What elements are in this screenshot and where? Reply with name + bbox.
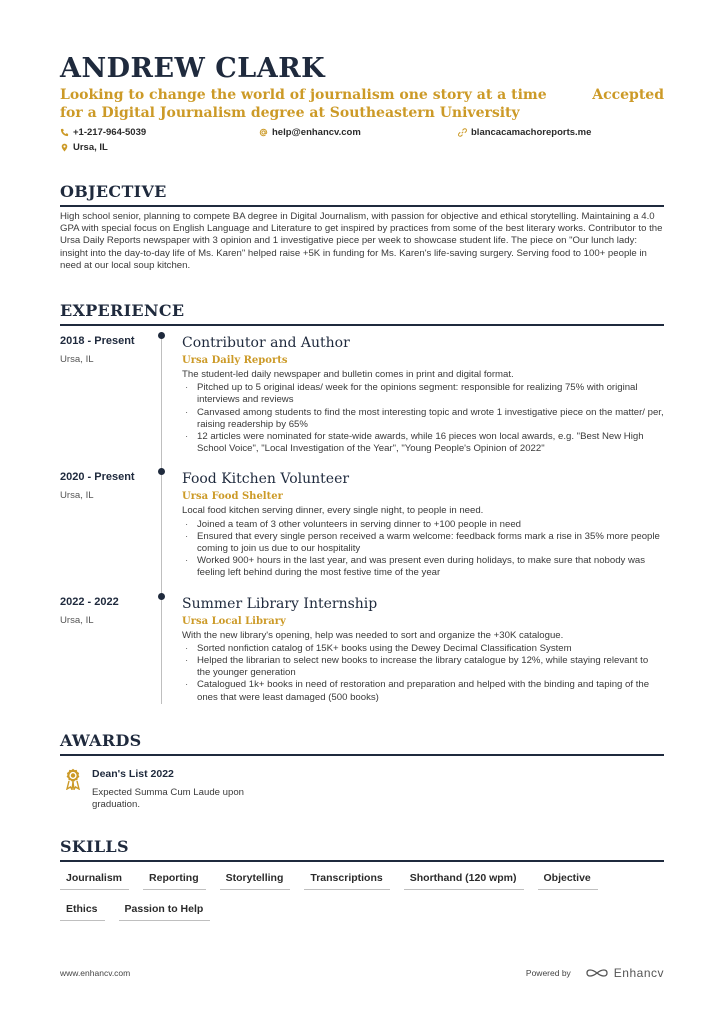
brand-name: Enhancv	[613, 966, 664, 980]
skills-section	[60, 837, 664, 930]
objective-title: OBJECTIVE	[60, 182, 167, 201]
contact-phone[interactable]	[60, 126, 259, 139]
experience-item	[60, 468, 664, 592]
experience-location: Ursa, IL	[60, 614, 94, 626]
experience-bullets	[182, 519, 664, 580]
experience-bullet: · Ensured that every single person received a warm welcome: feedback forms mark a rise in 35% more people coming to join us due to our hospitality	[182, 531, 664, 555]
tagline	[60, 86, 664, 122]
experience-title: EXPERIENCE	[60, 301, 185, 321]
contact-location	[60, 141, 108, 154]
awards-title: AWARDS	[60, 730, 142, 750]
skill-tag: Ethics	[60, 899, 105, 921]
experience-bullet: · Canvased among students to find the most interesting topic and wrote 1 investigative piece on the matter/ per, raising readership by 65%	[182, 407, 664, 431]
powered-by[interactable]	[526, 966, 664, 980]
candidate-name: ANDREW CLARK	[60, 53, 326, 84]
experience-role: Food Kitchen Volunteer	[182, 471, 350, 488]
experience-bullet: · 12 articles were nominated for state-wide awards, while 16 pieces won local awards, e.g. "Best New High School Voice", "Local Investigation of the Year", "Young People's Opinion of 2022"	[182, 431, 664, 455]
objective-section	[60, 182, 664, 272]
experience-bullet: · Sorted nonfiction catalog of 15K+ books using the Dewey Decimal Classification System	[182, 643, 664, 655]
experience-company: Ursa Local Library	[182, 615, 286, 627]
timeline-line	[161, 332, 162, 468]
experience-description: Local food kitchen serving dinner, every single night, to people in need.	[182, 505, 484, 517]
contact-row-2	[60, 141, 664, 154]
timeline-line	[161, 593, 162, 704]
experience-date: 2018 - Present	[60, 335, 135, 348]
location-text: Ursa, IL	[73, 142, 108, 153]
skill-tag: Objective	[538, 868, 598, 890]
experience-date: 2020 - Present	[60, 471, 135, 484]
experience-description: With the new library's opening, help was needed to sort and organize the +30K catalogue.	[182, 629, 564, 641]
tagline-line2: for a Digital Journalism degree at Southeastern University	[60, 105, 520, 121]
resume-page	[60, 52, 664, 930]
experience-bullet: · Pitched up to 5 original ideas/ week for the opinions segment: responsible for realizing 75% with original interviews and reviews	[182, 382, 664, 406]
footer-url[interactable]: www.enhancv.com	[60, 968, 131, 978]
timeline-line	[161, 468, 162, 592]
phone-icon	[60, 128, 69, 137]
experience-item	[60, 593, 664, 704]
section-divider	[60, 754, 664, 756]
skill-tag: Shorthand (120 wpm)	[404, 868, 524, 890]
experience-bullet: · Helped the librarian to select new books to increase the library catalogue by 12%, while staying relevant to the younger generation	[182, 655, 664, 679]
tagline-accepted: Accepted	[592, 87, 664, 103]
contact-email[interactable]	[259, 126, 458, 139]
experience-item	[60, 332, 664, 468]
location-pin-icon	[60, 143, 69, 152]
link-icon	[458, 128, 467, 137]
experience-bullet: · Worked 900+ hours in the last year, and was present even during holidays, to make sure that nobody was feeling left behind during the most festive time of the year	[182, 555, 664, 579]
enhancv-logo-icon	[585, 967, 609, 979]
timeline-dot	[158, 332, 165, 339]
awards-section	[60, 731, 664, 811]
experience-date: 2022 - 2022	[60, 595, 119, 608]
experience-company: Ursa Daily Reports	[182, 355, 288, 367]
award-name: Dean's List 2022	[92, 767, 174, 780]
skills-list	[60, 868, 664, 930]
skill-tag: Journalism	[60, 868, 129, 890]
experience-company: Ursa Food Shelter	[182, 491, 283, 503]
contact-row	[60, 126, 664, 139]
timeline-dot	[158, 593, 165, 600]
award-item	[60, 768, 664, 811]
experience-bullet: · Catalogued 1k+ books in need of restoration and preparation and helped with the binding and taping of the ones that were least damaged (500 books)	[182, 679, 664, 703]
skills-title: SKILLS	[60, 837, 129, 857]
experience-role: Contributor and Author	[182, 335, 350, 352]
experience-location: Ursa, IL	[60, 490, 94, 502]
objective-text: High school senior, planning to compete BA degree in Digital Journalism, with passion for objective and ethical storytelling. Maintaining a 4.0 GPA with special focus on English Language and Literature to get inspired by practices from some of the best literary works. Contributor to the Ursa Daily Reports newspaper with 3 opinion and 1 investigative piece per week to showcase student life. The piece on "Our lunch lady: insight into the day-to-day life of Ms. Karen" helped raise +5K in funding for Ms. Karen's life-saving surgery. Serving food to 100+ people in need at our local soup kitchen.	[60, 211, 663, 271]
experience-bullets	[182, 643, 664, 704]
phone-text: +1-217-964-5039	[73, 127, 147, 138]
award-description: Expected Summa Cum Laude upon graduation.	[92, 786, 244, 811]
experience-role: Summer Library Internship	[182, 595, 378, 612]
footer	[60, 966, 664, 980]
experience-location: Ursa, IL	[60, 354, 94, 366]
experience-bullet: · Joined a team of 3 other volunteers in serving dinner to +100 people in need	[182, 519, 664, 531]
powered-by-text: Powered by	[525, 968, 571, 978]
skill-tag: Transcriptions	[304, 868, 389, 890]
at-sign-icon	[259, 128, 268, 137]
tagline-main: Looking to change the world of journalism one story at a time	[60, 87, 547, 103]
contact-website[interactable]	[458, 126, 591, 139]
section-divider	[60, 205, 664, 207]
experience-section	[60, 301, 664, 704]
email-text: help@enhancv.com	[272, 127, 361, 138]
experience-description: The student-led daily newspaper and bulletin comes in print and digital format.	[182, 369, 514, 381]
experience-bullets	[182, 382, 664, 455]
section-divider	[60, 860, 664, 862]
award-medal-icon	[64, 768, 86, 811]
section-divider	[60, 324, 664, 326]
skill-tag: Passion to Help	[119, 899, 211, 921]
skill-tag: Reporting	[143, 868, 206, 890]
skill-tag: Storytelling	[220, 868, 291, 890]
website-text: blancacamachoreports.me	[471, 127, 592, 138]
